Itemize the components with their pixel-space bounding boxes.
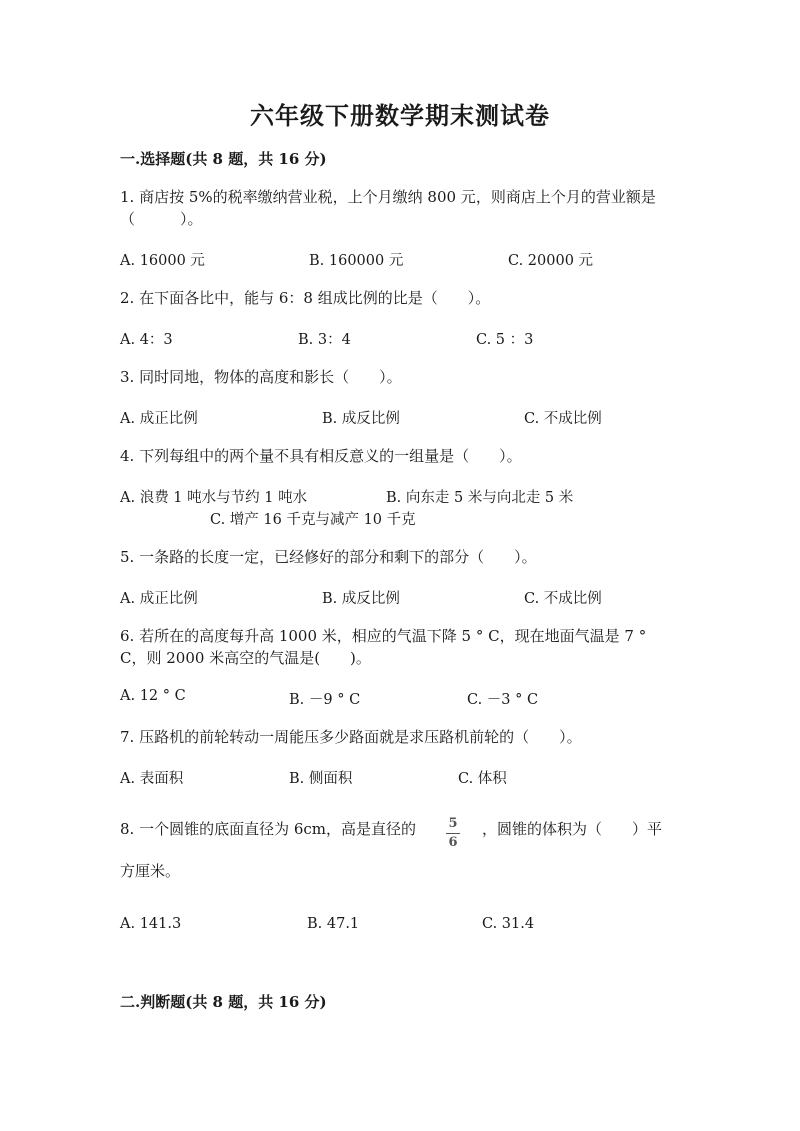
exam-title: 六年级下册数学期末测试卷 — [250, 101, 550, 130]
q3-option-b: B. 成反比例 — [322, 411, 400, 427]
question-8-part2: ，圆锥的体积为（ ）平 — [482, 820, 663, 838]
q6-option-c: C. －3 ° C — [467, 692, 539, 708]
q7-option-a: A. 表面积 — [120, 771, 184, 787]
fraction-denominator: 6 — [448, 835, 458, 850]
q6-option-a: A. 12 ° C — [120, 688, 186, 704]
fraction-numerator: 5 — [448, 816, 458, 831]
q1-option-a: A. 16000 元 — [120, 253, 205, 269]
q3-option-c: C. 不成比例 — [524, 411, 602, 427]
q1-option-c: C. 20000 元 — [508, 253, 594, 269]
question-6: 6. 若所在的高度每升高 1000 米，相应的气温下降 5 ° C，现在地面气温是 7 ° C，则 2000 米高空的气温是( )。 — [120, 627, 647, 667]
q6-option-b: B. －9 ° C — [289, 692, 361, 708]
question-4: 4. 下列每组中的两个量不具有相反意义的一组量是（ ）。 — [120, 447, 522, 465]
q4-option-c: C. 增产 16 千克与减产 10 千克 — [210, 512, 416, 528]
q8-option-b: B. 47.1 — [307, 916, 360, 932]
q2-option-c: C. 5 ：3 — [476, 332, 534, 348]
q5-option-c: C. 不成比例 — [524, 591, 602, 607]
question-5: 5. 一条路的长度一定，已经修好的部分和剩下的部分（ ）。 — [120, 548, 537, 566]
question-3: 3. 同时同地，物体的高度和影长（ ）。 — [120, 368, 402, 386]
q7-option-b: B. 侧面积 — [289, 771, 353, 787]
q7-option-c: C. 体积 — [458, 771, 507, 787]
question-8-part1: 8. 一个圆锥的底面直径为 6cm，高是直径的 — [120, 820, 417, 838]
question-7: 7. 压路机的前轮转动一周能压多少路面就是求压路机前轮的（ ）。 — [120, 728, 582, 746]
fraction-bar — [446, 833, 460, 834]
q3-option-a: A. 成正比例 — [120, 411, 198, 427]
question-1: 1. 商店按 5%的税率缴纳营业税，上个月缴纳 800 元，则商店上个月的营业额是（ ）。 — [120, 188, 656, 228]
q5-option-b: B. 成反比例 — [322, 591, 400, 607]
fraction-five-sixths — [442, 816, 464, 851]
q2-option-a: A. 4：3 — [120, 332, 173, 348]
q1-option-b: B. 160000 元 — [309, 253, 404, 269]
q4-option-b: B. 向东走 5 米与向北走 5 米 — [386, 490, 574, 506]
q4-option-a: A. 浪费 1 吨水与节约 1 吨水 — [120, 490, 308, 506]
q5-option-a: A. 成正比例 — [120, 591, 198, 607]
section-heading-judgement: 二.判断题(共 8 题，共 16 分) — [120, 993, 327, 1011]
q8-option-a: A. 141.3 — [120, 916, 182, 932]
section-heading-choice: 一.选择题(共 8 题，共 16 分) — [120, 150, 327, 168]
question-8-line2: 方厘米。 — [120, 862, 181, 880]
q8-option-c: C. 31.4 — [482, 916, 535, 932]
q2-option-b: B. 3：4 — [298, 332, 351, 348]
question-2: 2. 在下面各比中，能与 6：8 组成比例的比是（ ）。 — [120, 289, 491, 307]
